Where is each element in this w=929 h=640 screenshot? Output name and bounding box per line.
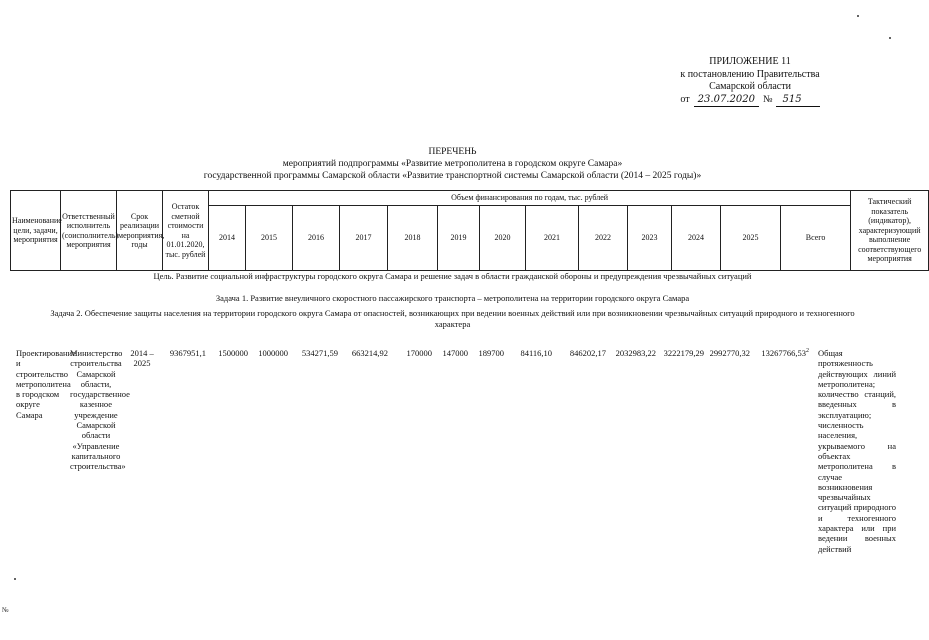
year-header: 2021 (526, 206, 579, 271)
title-line-2: мероприятий подпрограммы «Развитие метрополитена в городском округе Самара» (282, 159, 623, 169)
header-balance: Остаток сметной стоимости на 01.01.2020, тыс. рублей (163, 191, 209, 271)
row-name: Проектирование и строительство метрополитена в городском округе Самара (16, 348, 76, 420)
header-indicator: Тактический показатель (индикатор), характеризующий выполнение соответствующего мероприятия (851, 191, 929, 271)
handwritten-date: 23.07.2020 (694, 94, 759, 108)
year-header: 2014 (209, 206, 246, 271)
row-indicator: Общая протяженность действующих линий метрополитена; количество станций, введенных в эксплуатацию; численность населения, укрываемого на объектах метрополитена в случае возникновения чрезвычайных ситуаций природного и техногенного характера или при ведении военных действий (818, 348, 896, 554)
row-executor: Министерство строительства Самарской области, государственное казенное учреждение Самарской области «Управление капитального строительства» (70, 348, 130, 472)
row-value-2023: 2032983,22 (615, 348, 656, 358)
title-line-3: государственной программы Самарской области «Развитие транспортной системы Самарской области (2014 – 2025 годы)» (203, 171, 702, 181)
year-header: 2019 (438, 206, 480, 271)
title-line-1: ПЕРЕЧЕНЬ (428, 147, 477, 157)
header-name: Наименование цели, задачи, мероприятия (11, 191, 61, 271)
goal-text: Цель. Развитие социальной инфраструктуры городского округа Самара и решение задач в области гражданской обороны и предупреждения чрезвычайных ситуаций (153, 271, 752, 281)
header-executor: Ответственный исполнитель (соисполнитель) мероприятия (61, 191, 117, 271)
row-value-2014: 1500000 (218, 348, 248, 358)
row-term: 2014 – 2025 (130, 348, 154, 369)
scan-dot (14, 578, 16, 580)
scan-edge-mark: № (2, 606, 9, 614)
row-value-2024: 3222179,29 (663, 348, 704, 358)
task-1-text: Задача 1. Развитие внеуличного скоростного пассажирского транспорта – метрополитена на территории городского округа Самара (215, 293, 690, 303)
header-term: Срок реализации мероприятия, годы (117, 191, 163, 271)
scan-dot (857, 15, 859, 17)
row-value-2018: 170000 (406, 348, 432, 358)
year-header: 2017 (340, 206, 388, 271)
row-value-total (753, 348, 809, 358)
row-balance: 9367951,1 (169, 348, 206, 358)
year-header: 2018 (388, 206, 438, 271)
row-value-2025: 2992770,32 (709, 348, 750, 358)
header-funding: Объем финансирования по годам, тыс. рублей (209, 191, 851, 206)
appendix-date-line (635, 94, 865, 108)
year-header: 2022 (579, 206, 628, 271)
year-header: 2023 (628, 206, 672, 271)
row-value-2015: 1000000 (258, 348, 288, 358)
row-value-2022: 846202,17 (569, 348, 606, 358)
row-value-2021: 84116,10 (520, 348, 552, 358)
row-value-2020: 189700 (478, 348, 504, 358)
row-total-footnote: 2 (806, 348, 809, 355)
row-total-value: 13267766,53 (761, 348, 806, 358)
year-header: 2016 (293, 206, 340, 271)
total-header: Всего (781, 206, 851, 271)
appendix-line-region: Самарской области (709, 81, 791, 92)
handwritten-number: 515 (776, 94, 819, 108)
number-label: № (762, 93, 773, 105)
header-table (10, 190, 929, 271)
row-value-2017: 663214,92 (351, 348, 388, 358)
appendix-line-resolution: к постановлению Правительства (680, 68, 820, 80)
appendix-block (635, 56, 865, 107)
from-label: от (680, 93, 690, 105)
year-header: 2020 (480, 206, 526, 271)
scan-dot (889, 37, 891, 39)
document-title (0, 146, 905, 182)
year-header: 2024 (672, 206, 721, 271)
year-header: 2015 (246, 206, 293, 271)
row-value-2019: 147000 (442, 348, 468, 358)
year-header: 2025 (721, 206, 781, 271)
appendix-title: ПРИЛОЖЕНИЕ 11 (709, 56, 791, 67)
row-value-2016: 534271,59 (301, 348, 338, 358)
task-2-text: Задача 2. Обеспечение защиты населения на территории городского округа Самара от опасностей, возникающих при ведении военных действий или при возникновении чрезвычайных ситуаций природного и техногенного характера (50, 308, 855, 329)
